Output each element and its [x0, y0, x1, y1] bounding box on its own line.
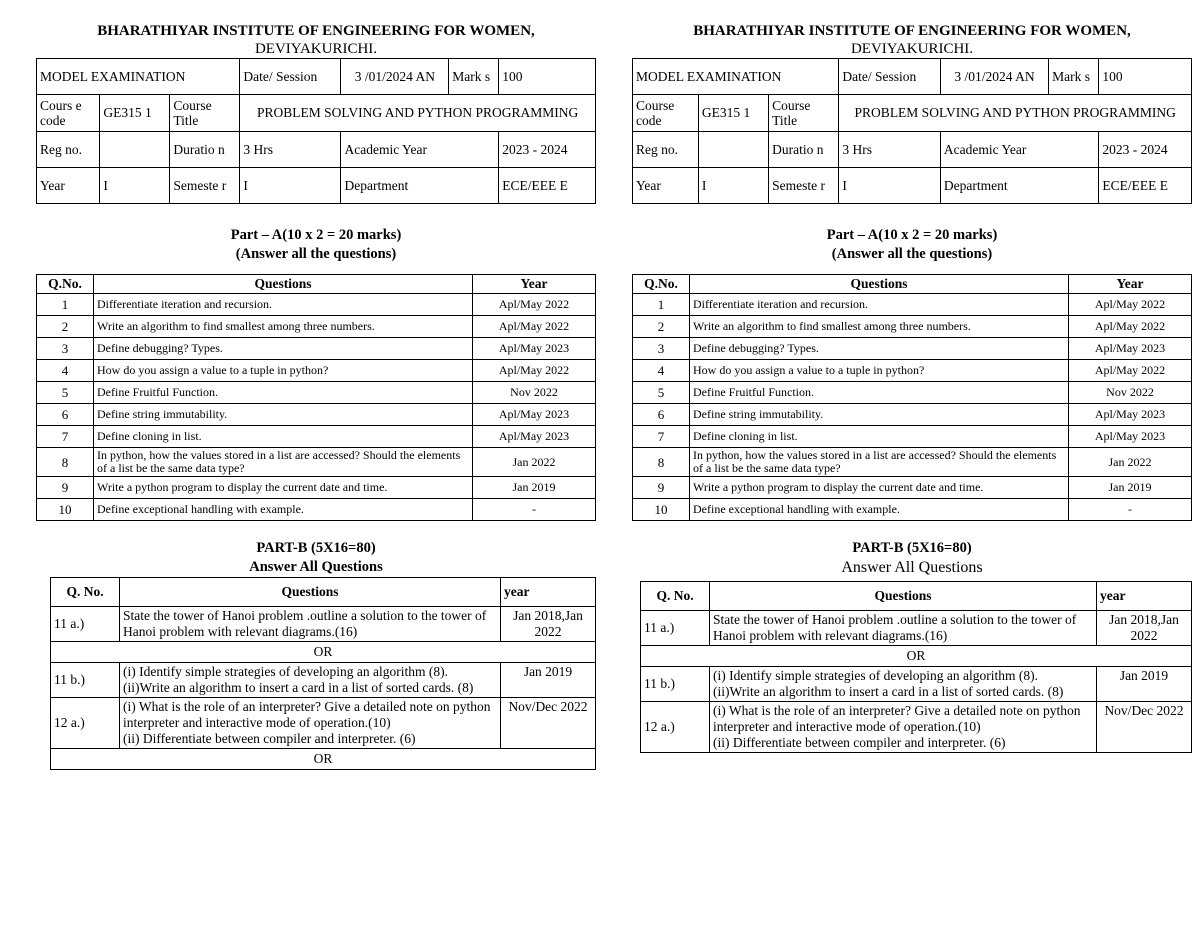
year: Apl/May 2023	[473, 426, 596, 448]
date-value: 3 /01/2024 AN	[940, 59, 1048, 95]
table-row	[51, 698, 596, 749]
institute-name: BHARATHIYAR INSTITUTE OF ENGINEERING FOR WOMEN,	[693, 23, 1131, 39]
mark-label: Mark s	[449, 59, 499, 95]
course-code-value: GE315 1	[100, 95, 170, 131]
part-a-subtitle: (Answer all the questions)	[235, 246, 397, 262]
institute-location: DEVIYAKURICHI.	[254, 41, 378, 57]
question: Define exceptional handling with example.	[94, 499, 473, 521]
mark-value: 100	[499, 59, 596, 95]
year: Apl/May 2022	[473, 360, 596, 382]
table-row	[37, 294, 596, 316]
year: Apl/May 2022	[473, 294, 596, 316]
academic-year-value: 2023 - 2024	[1099, 131, 1192, 167]
right-paper	[632, 0, 1192, 753]
table-row	[633, 426, 1192, 448]
part-b-header-row	[51, 578, 596, 607]
question: State the tower of Hanoi problem .outline a solution to the tower of Hanoi problem with relevant diagrams.(16)	[710, 611, 1097, 646]
left-paper	[36, 0, 596, 770]
question: Define exceptional handling with example.	[690, 499, 1069, 521]
col-year: Year	[1069, 275, 1192, 294]
part-b-table	[640, 581, 1192, 753]
year: Nov 2022	[1069, 382, 1192, 404]
date-value: 3 /01/2024 AN	[341, 59, 449, 95]
qno: 11 b.)	[51, 663, 120, 698]
table-row	[633, 316, 1192, 338]
semester-label: Semeste r	[769, 167, 839, 203]
question: How do you assign a value to a tuple in python?	[94, 360, 473, 382]
year: Jan 2019	[473, 477, 596, 499]
course-title-value: PROBLEM SOLVING AND PYTHON PROGRAMMING	[240, 95, 596, 131]
question: Define Fruitful Function.	[690, 382, 1069, 404]
qno: 1	[37, 294, 94, 316]
question: Define string immutability.	[94, 404, 473, 426]
year-label: Year	[633, 167, 699, 203]
qno: 8	[37, 448, 94, 477]
part-a-table	[36, 274, 596, 521]
question-part-2: (ii) Differentiate between compiler and interpreter. (6)	[713, 735, 1006, 750]
course-code-value: GE315 1	[698, 95, 768, 131]
part-b-header-row	[641, 582, 1192, 611]
mark-label: Mark s	[1049, 59, 1099, 95]
table-row	[37, 338, 596, 360]
course-title-value: PROBLEM SOLVING AND PYTHON PROGRAMMING	[839, 95, 1192, 131]
year: Jan 2018,Jan 2022	[1097, 611, 1192, 646]
table-row	[37, 404, 596, 426]
col-qno: Q.No.	[633, 275, 690, 294]
semester-value: I	[240, 167, 341, 203]
qno: 1	[633, 294, 690, 316]
question-part-2: (ii)Write an algorithm to insert a card in a list of sorted cards. (8)	[123, 680, 474, 695]
exam-info-table	[36, 58, 596, 204]
question: In python, how the values stored in a list are accessed? Should the elements of a list be the same data type?	[94, 448, 473, 477]
mark-value: 100	[1099, 59, 1192, 95]
col-year: Year	[473, 275, 596, 294]
department-label: Department	[940, 167, 1098, 203]
part-a-subtitle: (Answer all the questions)	[831, 246, 993, 262]
year: Apl/May 2022	[1069, 316, 1192, 338]
table-row	[633, 294, 1192, 316]
qno: 6	[37, 404, 94, 426]
question	[710, 667, 1097, 702]
qno: 11 a.)	[641, 611, 710, 646]
question: Write an algorithm to find smallest among three numbers.	[94, 316, 473, 338]
year: Jan 2019	[1069, 477, 1192, 499]
qno: 9	[633, 477, 690, 499]
question: Write a python program to display the current date and time.	[94, 477, 473, 499]
qno: 8	[633, 448, 690, 477]
reg-label: Reg no.	[633, 131, 699, 167]
table-row	[633, 360, 1192, 382]
table-row	[633, 382, 1192, 404]
question: Write a python program to display the current date and time.	[690, 477, 1069, 499]
course-code-label: Cours e code	[37, 95, 100, 131]
exam-name: MODEL EXAMINATION	[37, 59, 240, 95]
qno: 2	[633, 316, 690, 338]
question: State the tower of Hanoi problem .outline a solution to the tower of Hanoi problem with relevant diagrams.(16)	[120, 607, 501, 642]
or-divider: OR	[51, 642, 596, 663]
qno: 5	[633, 382, 690, 404]
qno: 6	[633, 404, 690, 426]
table-row	[633, 499, 1192, 521]
year: Apl/May 2023	[473, 338, 596, 360]
question-part-2: (ii) Differentiate between compiler and interpreter. (6)	[123, 731, 416, 746]
year: Jan 2022	[1069, 448, 1192, 477]
question	[120, 663, 501, 698]
year: Apl/May 2022	[1069, 294, 1192, 316]
year: Jan 2022	[473, 448, 596, 477]
question: Define debugging? Types.	[94, 338, 473, 360]
qno: 12 a.)	[641, 702, 710, 753]
col-qno: Q. No.	[641, 582, 710, 611]
question: Differentiate iteration and recursion.	[94, 294, 473, 316]
department-label: Department	[341, 167, 499, 203]
reg-value	[698, 131, 768, 167]
exam-info-table	[632, 58, 1192, 204]
table-row	[633, 477, 1192, 499]
table-row	[37, 360, 596, 382]
year: Jan 2018,Jan 2022	[501, 607, 596, 642]
qno: 5	[37, 382, 94, 404]
question: Differentiate iteration and recursion.	[690, 294, 1069, 316]
year: Nov/Dec 2022	[1097, 702, 1192, 753]
question-part-1: (i) Identify simple strategies of developing an algorithm (8).	[123, 664, 449, 679]
table-row	[641, 667, 1192, 702]
question-part-2: (ii)Write an algorithm to insert a card in a list of sorted cards. (8)	[713, 684, 1064, 699]
col-questions: Questions	[94, 275, 473, 294]
qno: 4	[633, 360, 690, 382]
year: -	[1069, 499, 1192, 521]
table-row	[37, 477, 596, 499]
year: Apl/May 2022	[1069, 360, 1192, 382]
table-row	[633, 404, 1192, 426]
course-code-label: Course code	[633, 95, 699, 131]
year: Apl/May 2023	[1069, 426, 1192, 448]
part-b-subtitle: Answer All Questions	[249, 559, 383, 575]
qno: 3	[633, 338, 690, 360]
date-label: Date/ Session	[240, 59, 341, 95]
table-row	[641, 611, 1192, 646]
year: Nov/Dec 2022	[501, 698, 596, 749]
qno: 11 a.)	[51, 607, 120, 642]
col-year: year	[501, 578, 596, 607]
academic-year-label: Academic Year	[940, 131, 1098, 167]
course-title-label: Course Title	[170, 95, 240, 131]
table-row	[633, 448, 1192, 477]
year: Jan 2019	[1097, 667, 1192, 702]
part-a-header-row	[37, 275, 596, 294]
institute-name: BHARATHIYAR INSTITUTE OF ENGINEERING FOR WOMEN,	[97, 23, 535, 39]
academic-year-label: Academic Year	[341, 131, 499, 167]
question-part-1: (i) What is the role of an interpreter? Give a detailed note on python interpreter and interactive mode of operation.(10)	[123, 699, 491, 730]
duration-label: Duratio n	[769, 131, 839, 167]
department-value: ECE/EEE E	[499, 167, 596, 203]
part-b-title: PART-B (5X16=80)	[256, 540, 376, 556]
qno: 7	[633, 426, 690, 448]
qno: 4	[37, 360, 94, 382]
year: Apl/May 2023	[1069, 404, 1192, 426]
question: Define Fruitful Function.	[94, 382, 473, 404]
qno: 10	[37, 499, 94, 521]
question: How do you assign a value to a tuple in python?	[690, 360, 1069, 382]
qno: 2	[37, 316, 94, 338]
table-row	[37, 426, 596, 448]
qno: 9	[37, 477, 94, 499]
col-questions: Questions	[120, 578, 501, 607]
question: In python, how the values stored in a list are accessed? Should the elements of a list be the same data type?	[690, 448, 1069, 477]
col-qno: Q.No.	[37, 275, 94, 294]
or-divider: OR	[51, 749, 596, 770]
part-b-table	[50, 577, 596, 770]
part-a-title: Part – A(10 x 2 = 20 marks)	[230, 227, 402, 243]
year: Apl/May 2023	[473, 404, 596, 426]
qno: 3	[37, 338, 94, 360]
question-part-1: (i) Identify simple strategies of developing an algorithm (8).	[713, 668, 1039, 683]
question	[120, 698, 501, 749]
part-b-title: PART-B (5X16=80)	[852, 540, 972, 556]
or-divider: OR	[641, 646, 1192, 667]
part-a-title: Part – A(10 x 2 = 20 marks)	[826, 227, 998, 243]
part-a-header-row	[633, 275, 1192, 294]
semester-value: I	[839, 167, 941, 203]
semester-label: Semeste r	[170, 167, 240, 203]
date-label: Date/ Session	[839, 59, 941, 95]
institute-location: DEVIYAKURICHI.	[850, 41, 974, 57]
question	[710, 702, 1097, 753]
qno: 11 b.)	[641, 667, 710, 702]
table-row	[633, 338, 1192, 360]
question-part-1: (i) What is the role of an interpreter? Give a detailed note on python interpreter and interactive mode of operation.(10)	[713, 703, 1081, 734]
year-value: I	[100, 167, 170, 203]
qno: 10	[633, 499, 690, 521]
question: Define debugging? Types.	[690, 338, 1069, 360]
question: Write an algorithm to find smallest among three numbers.	[690, 316, 1069, 338]
year: Apl/May 2022	[473, 316, 596, 338]
year: -	[473, 499, 596, 521]
year-label: Year	[37, 167, 100, 203]
table-row	[37, 382, 596, 404]
duration-label: Duratio n	[170, 131, 240, 167]
table-row	[51, 663, 596, 698]
year: Nov 2022	[473, 382, 596, 404]
qno: 12 a.)	[51, 698, 120, 749]
qno: 7	[37, 426, 94, 448]
department-value: ECE/EEE E	[1099, 167, 1192, 203]
reg-label: Reg no.	[37, 131, 100, 167]
table-row	[37, 448, 596, 477]
table-row	[37, 499, 596, 521]
year: Jan 2019	[501, 663, 596, 698]
academic-year-value: 2023 - 2024	[499, 131, 596, 167]
question: Define string immutability.	[690, 404, 1069, 426]
table-row	[641, 702, 1192, 753]
duration-value: 3 Hrs	[839, 131, 941, 167]
col-year: year	[1097, 582, 1192, 611]
question: Define cloning in list.	[690, 426, 1069, 448]
table-row	[37, 316, 596, 338]
year-value: I	[698, 167, 768, 203]
course-title-label: Course Title	[769, 95, 839, 131]
part-a-table	[632, 274, 1192, 521]
question: Define cloning in list.	[94, 426, 473, 448]
reg-value	[100, 131, 170, 167]
exam-name: MODEL EXAMINATION	[633, 59, 839, 95]
col-qno: Q. No.	[51, 578, 120, 607]
col-questions: Questions	[690, 275, 1069, 294]
col-questions: Questions	[710, 582, 1097, 611]
part-b-subtitle: Answer All Questions	[841, 559, 983, 576]
duration-value: 3 Hrs	[240, 131, 341, 167]
table-row	[51, 607, 596, 642]
year: Apl/May 2023	[1069, 338, 1192, 360]
